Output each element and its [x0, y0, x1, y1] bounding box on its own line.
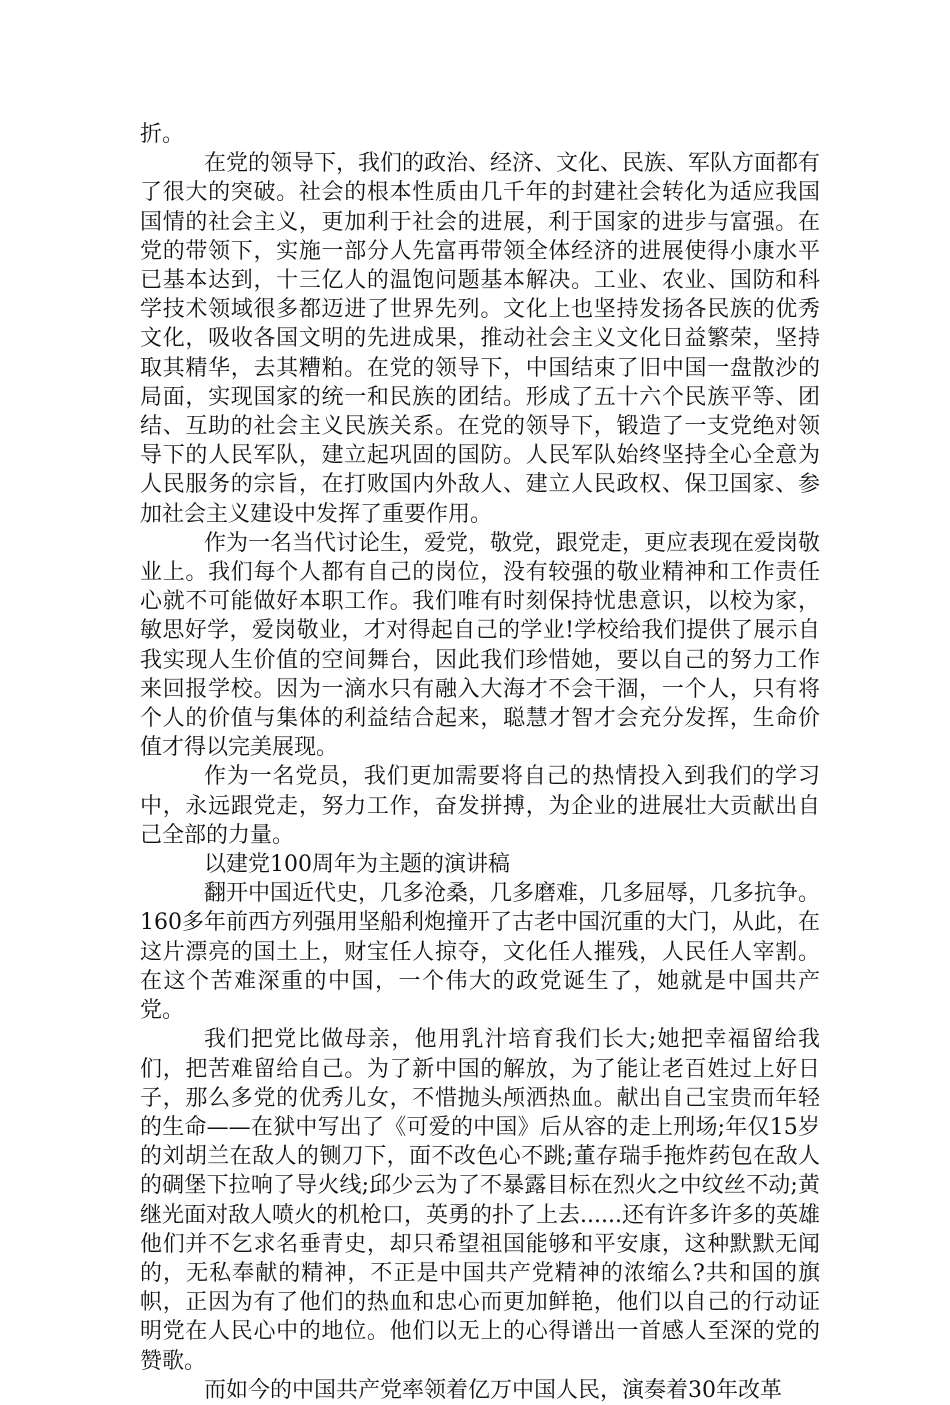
paragraph: 在党的领导下，我们的政治、经济、文化、民族、军队方面都有了很大的突破。社会的根本性质由几千年的封建社会转化为适应我国国情的社会主义，更加利于社会的进展，利于国家的进步与富强。在党的带领下，实施一部分人先富再带领全体经济的进展使得小康水平已基本达到，十三亿人的温饱问题基本解决。工业、农业、国防和科学技术领域很多都迈进了世界先列。文化上也坚持发扬各民族的优秀文化，吸收各国文明的先进成果，推动社会主义文化日益繁荣，坚持取其精华，去其糟粕。在党的领导下，中国结束了旧中国一盘散沙的局面，实现国家的统一和民族的团结。形成了五十六个民族平等、团结、互助的社会主义民族关系。在党的领导下，锻造了一支党绝对领导下的人民军队，建立起巩固的国防。人民军队始终坚持全心全意为人民服务的宗旨，在打败国内外敌人、建立人民政权、保卫国家、参加社会主义建设中发挥了重要作用。: [140, 151, 821, 527]
paragraph: 我们把党比做母亲，他用乳汁培育我们长大;她把幸福留给我们，把苦难留给自己。为了新中国的解放，为了能让老百姓过上好日子，那么多党的优秀儿女，不惜抛头颅洒热血。献出自己宝贵而年轻的生命——在狱中写出了《可爱的中国》后从容的走上刑场;年仅15岁的刘胡兰在敌人的铡刀下，面不改色心不跳;董存瑞手拖炸药包在敌人的碉堡下拉响了导火线;邱少云为了不暴露目标在烈火之中纹丝不动;黄继光面对敌人喷火的机枪口，英勇的扑了上去......还有许多许多的英雄他们并不乞求名垂青史，却只希望祖国能够和平安康，这种默默无闻的，无私奉献的精神，不正是中国共产党精神的浓缩么?共和国的旗帜，正因为有了他们的热血和忠心而更加鲜艳，他们以自己的行动证明党在人民心中的地位。他们以无上的心得谱出一首感人至深的党的赞歌。: [140, 1027, 820, 1374]
section-heading: 以建党100周年为主题的演讲稿: [204, 852, 510, 878]
document-body: [140, 120, 820, 1405]
paragraph: 作为一名当代讨论生，爱党，敬党，跟党走，更应表现在爱岗敬业上。我们每个人都有自己的岗位，没有较强的敬业精神和工作责任心就不可能做好本职工作。我们唯有时刻保持忧患意识，以校为家，敏思好学，爱岗敬业，才对得起自己的学业!学校给我们提供了展示自我实现人生价值的空间舞台，因此我们珍惜她，要以自己的努力工作来回报学校。因为一滴水只有融入大海才不会干涸，一个人，只有将个人的价值与集体的利益结合起来，聪慧才智才会充分发挥，生命价值才得以完美展现。: [140, 530, 821, 761]
paragraph: 折。: [140, 122, 185, 147]
paragraph: 翻开中国近代史，几多沧桑，几多磨难，几多屈辱，几多抗争。160多年前西方列强用坚船利炮撞开了古老中国沉重的大门，从此，在这片漂亮的国土上，财宝任人掠夺，文化任人摧残，人民任人宰割。在这个苦难深重的中国，一个伟大的政党诞生了，她就是中国共产党。: [140, 881, 821, 1024]
paragraph: 作为一名党员，我们更加需要将自己的热情投入到我们的学习中，永远跟党走，努力工作，奋发拼搏，为企业的进展壮大贡献出自己全部的力量。: [140, 764, 820, 848]
paragraph: 而如今的中国共产党率领着亿万中国人民，演奏着30年改革: [204, 1377, 782, 1403]
